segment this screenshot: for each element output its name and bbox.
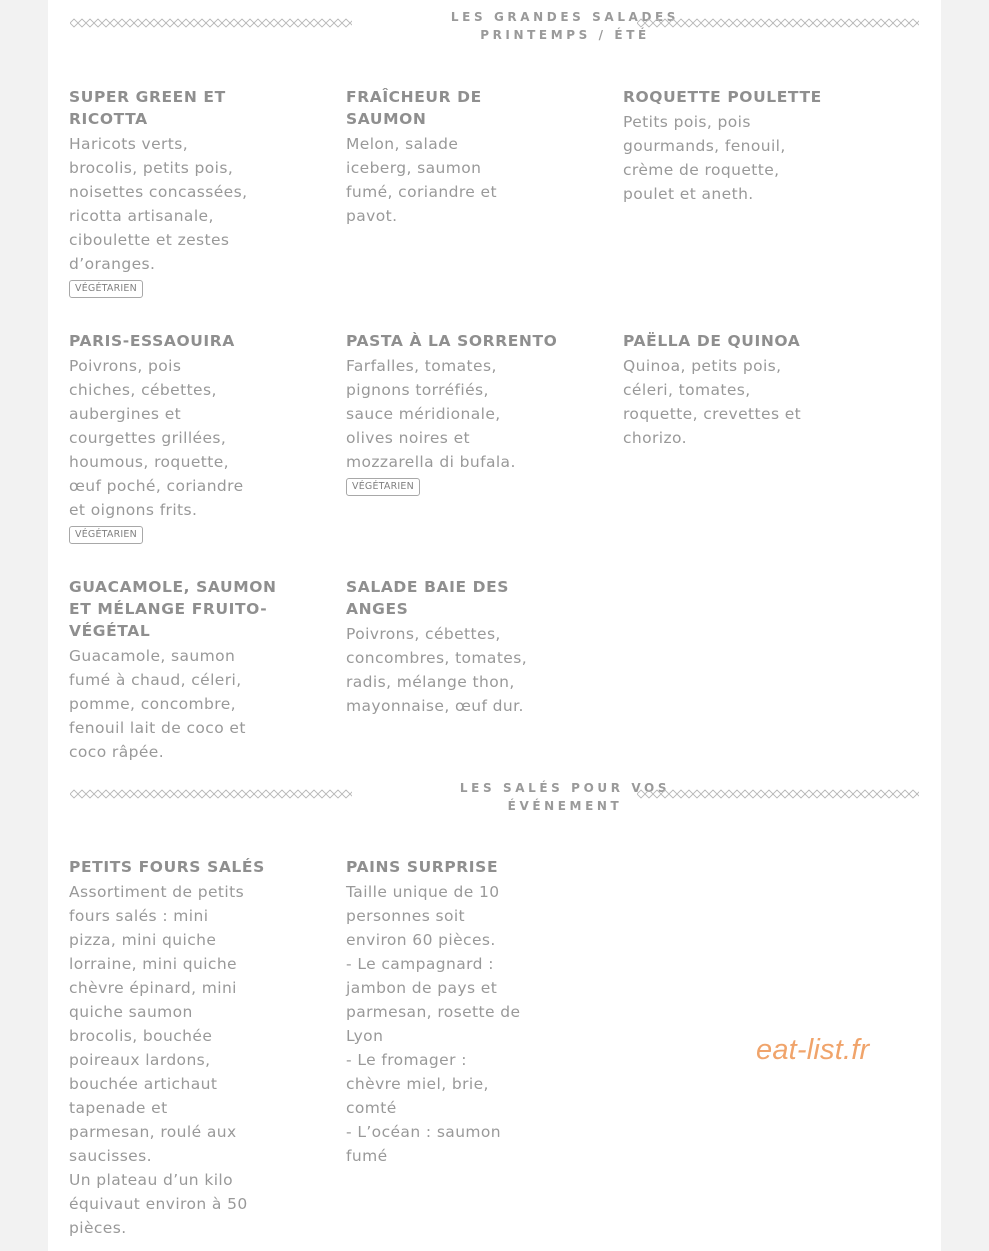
menu-item-super-green	[69, 86, 284, 298]
item-description: Farfalles, tomates, pignons torréfiés, sauce méridionale, olives noires et mozzarella di bufala.	[346, 357, 516, 471]
menu-item-guacamole-saumon	[69, 576, 294, 764]
section-title: LES SALÉS POUR VOS ÉVÉNEMENT	[459, 781, 671, 813]
menu-item-petits-fours	[69, 856, 284, 1240]
right-zigzag-ornament	[637, 789, 919, 799]
menu-item-roquette-poulette	[623, 86, 853, 206]
left-zigzag-ornament	[70, 18, 352, 28]
left-zigzag-ornament	[70, 789, 352, 799]
item-description: Quinoa, petits pois, céleri, tomates, roquette, crevettes et chorizo.	[623, 357, 802, 447]
item-description: Petits pois, pois gourmands, fenouil, crème de roquette, poulet et aneth.	[623, 113, 786, 203]
item-name: PARIS-ESSAOUIRA	[69, 332, 235, 350]
section-header-salades	[70, 4, 920, 48]
menu-item-pasta-sorrento	[346, 330, 561, 496]
right-zigzag-ornament	[637, 18, 919, 28]
vegetarian-badge: VÉGÉTARIEN	[69, 526, 143, 544]
item-name: GUACAMOLE, SAUMON ET MÉLANGE FRUITO-VÉGÉTAL	[69, 578, 277, 640]
menu-item-paris-essaouira	[69, 330, 284, 544]
item-name: PETITS FOURS SALÉS	[69, 858, 265, 876]
menu-item-fraicheur-saumon	[346, 86, 561, 228]
item-name: PASTA À LA SORRENTO	[346, 332, 558, 350]
item-name: SUPER GREEN ET RICOTTA	[69, 88, 226, 128]
vegetarian-badge: VÉGÉTARIEN	[346, 478, 420, 496]
item-description: Haricots verts, brocolis, petits pois, noisettes concassées, ricotta artisanale, ciboulette et zestes d’oranges.	[69, 135, 248, 273]
item-description: Melon, salade iceberg, saumon fumé, coriandre et pavot.	[346, 135, 497, 225]
item-description: Guacamole, saumon fumé à chaud, céleri, pomme, concombre, fenouil lait de coco et coco râpée.	[69, 647, 246, 761]
menu-item-paella-quinoa	[623, 330, 853, 450]
item-description: Assortiment de petits fours salés : mini pizza, mini quiche lorraine, mini quiche chèvre épinard, mini quiche saumon brocolis, bouchée poireaux lardons, bouchée artichaut tapenade et parmesan, roulé aux saucisses. Un plateau d’un kilo équivaut environ à 50 pièces.	[69, 883, 248, 1237]
item-description: Taille unique de 10 personnes soit environ 60 pièces. - Le campagnard : jambon de pays et parmesan, rosette de Lyon - Le fromager : chèvre miel, brie, comté - L’océan : saumon fumé	[346, 883, 521, 1165]
item-description: Poivrons, cébettes, concombres, tomates, radis, mélange thon, mayonnaise, œuf dur.	[346, 625, 528, 715]
menu-item-pains-surprise	[346, 856, 561, 1168]
watermark: eat-list.fr	[756, 1034, 870, 1066]
vegetarian-badge: VÉGÉTARIEN	[69, 280, 143, 298]
menu-item-baie-des-anges	[346, 576, 561, 718]
section-title: LES GRANDES SALADES PRINTEMPS / ÉTÉ	[450, 10, 680, 42]
item-name: SALADE BAIE DES ANGES	[346, 578, 510, 618]
item-description: Poivrons, pois chiches, cébettes, aubergines et courgettes grillées, houmous, roquette, œuf poché, coriandre et oignons frits.	[69, 357, 244, 519]
item-name: FRAÎCHEUR DE SAUMON	[346, 88, 482, 128]
item-name: PAINS SURPRISE	[346, 858, 499, 876]
item-name: ROQUETTE POULETTE	[623, 88, 822, 106]
item-name: PAËLLA DE QUINOA	[623, 332, 801, 350]
section-header-sales	[70, 775, 920, 819]
